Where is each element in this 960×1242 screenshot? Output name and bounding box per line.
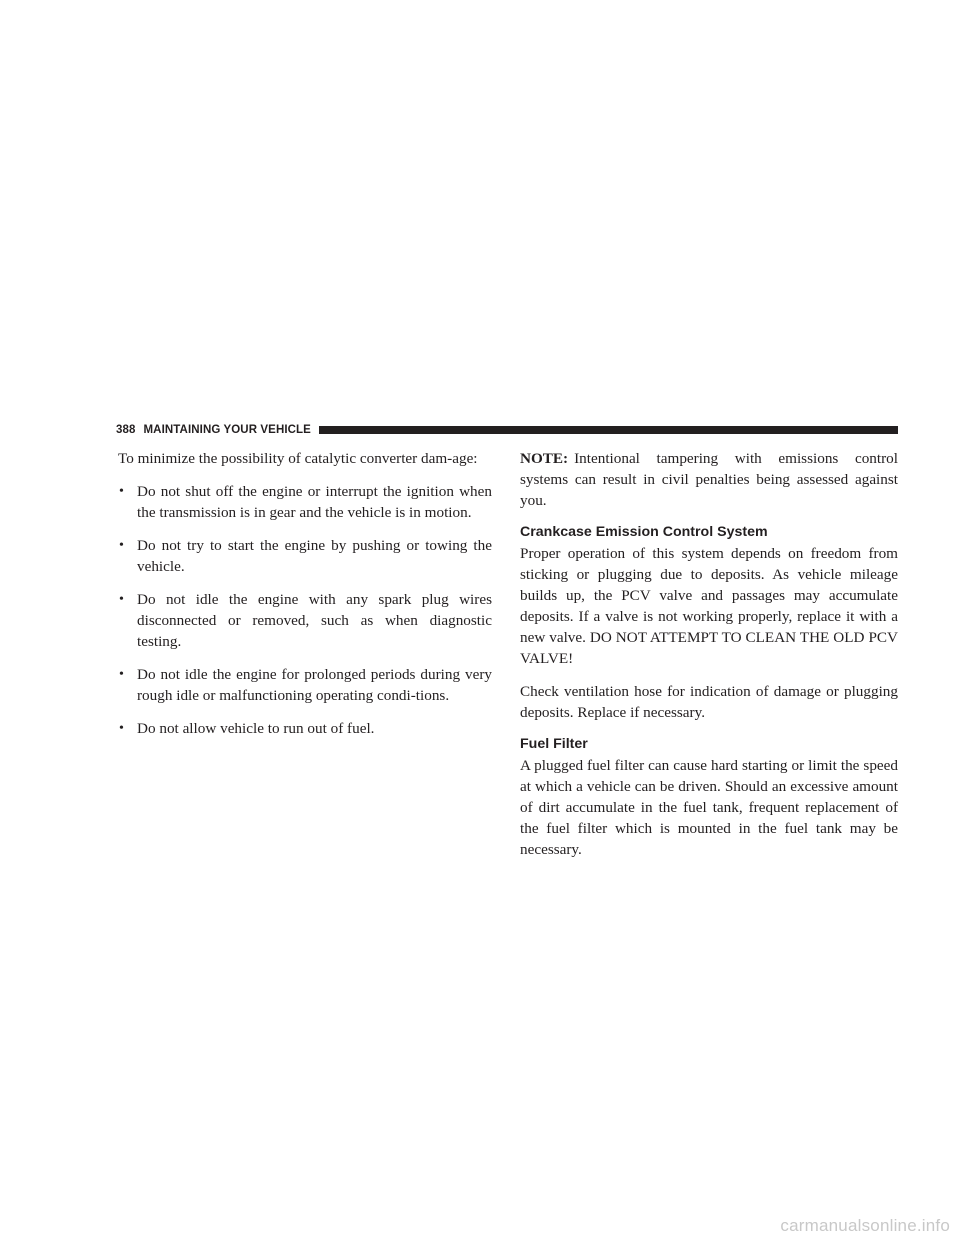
- list-item: [118, 589, 492, 652]
- list-item: [118, 481, 492, 523]
- page-number: 388: [116, 424, 136, 436]
- intro-paragraph: To minimize the possibility of catalytic converter dam-age:: [118, 450, 478, 467]
- list-item-text: Do not idle the engine with any spark plug wires disconnected or removed, such as when diagnostic testing.: [137, 591, 492, 650]
- left-column: [118, 448, 492, 751]
- page-header: [116, 422, 898, 438]
- list-item: [118, 664, 492, 706]
- fuel-filter-heading: Fuel Filter: [520, 736, 588, 752]
- right-column: [520, 448, 898, 872]
- fuel-filter-paragraph: A plugged fuel filter can cause hard starting or limit the speed at which a vehicle can be driven. Should an excessive amount of dirt accumulate in the fuel tank, frequent replacement of the fuel filter which is mounted in the fuel tank may be necessary.: [520, 757, 898, 858]
- bullet-icon: •: [119, 538, 124, 553]
- note-text: Intentional tampering with emissions control systems can result in civil penalties being assessed against you.: [520, 450, 898, 509]
- bullet-icon: •: [119, 484, 124, 499]
- crankcase-heading: Crankcase Emission Control System: [520, 524, 768, 540]
- list-item-text: Do not try to start the engine by pushing or towing the vehicle.: [137, 537, 492, 575]
- crankcase-paragraph-2: Check ventilation hose for indication of damage or plugging deposits. Replace if necessary.: [520, 683, 898, 721]
- list-item: [118, 718, 492, 739]
- header-rule: [319, 426, 898, 434]
- crankcase-paragraph-1: Proper operation of this system depends on freedom from sticking or plugging due to deposits. As vehicle mileage builds up, the PCV valve and passages may accumulate deposits. If a valve is not working properly, replace it with a new valve. DO NOT ATTEMPT TO CLEAN THE OLD PCV VALVE!: [520, 545, 898, 667]
- catalytic-converter-precautions-list: [118, 481, 492, 739]
- watermark: carmanualsonline.info: [780, 1216, 950, 1235]
- note-label: NOTE:: [520, 450, 569, 467]
- bullet-icon: •: [119, 592, 124, 607]
- list-item: [118, 535, 492, 577]
- note-paragraph: [520, 448, 898, 511]
- section-title: MAINTAINING YOUR VEHICLE: [143, 424, 311, 436]
- bullet-icon: •: [119, 721, 124, 736]
- list-item-text: Do not allow vehicle to run out of fuel.: [137, 720, 375, 737]
- bullet-icon: •: [119, 667, 124, 682]
- list-item-text: Do not idle the engine for prolonged periods during very rough idle or malfunctioning operating condi-tions.: [137, 666, 492, 704]
- list-item-text: Do not shut off the engine or interrupt the ignition when the transmission is in gear and the vehicle is in motion.: [137, 483, 492, 521]
